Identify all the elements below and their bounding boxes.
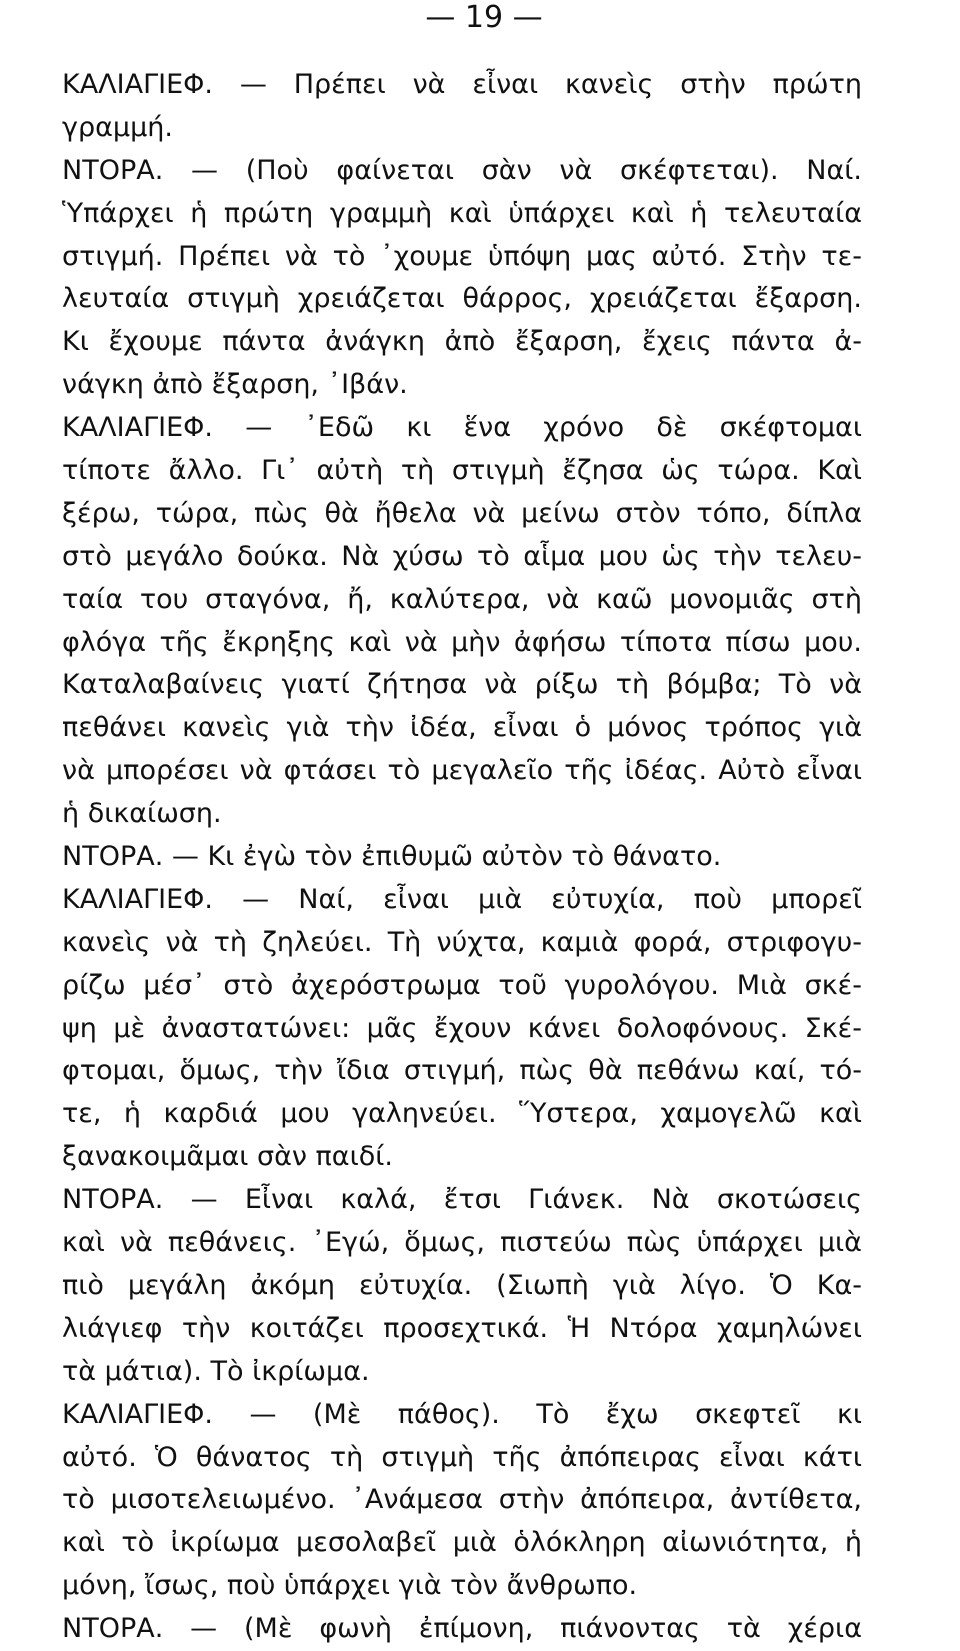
text-line: αὐτό. Ὁ θάνατος τὴ στιγμὴ τῆς ἀπόπειρας εἶναι κάτι bbox=[62, 1441, 862, 1473]
text-line: γραμμή. bbox=[62, 111, 173, 143]
text-line: ΝΤΟΡΑ. — Κι ἐγὼ τὸν ἐπιθυμῶ αὐτὸν τὸ θάνατο. bbox=[62, 841, 722, 873]
text-line: καὶ νὰ πεθάνεις. ᾽Εγώ, ὅμως, πιστεύω πὼς ὑπάρχει μιὰ bbox=[62, 1227, 862, 1259]
text-line: ΝΤΟΡΑ. — (Μὲ φωνὴ ἐπίμονη, πιάνοντας τὰ χέρια bbox=[62, 1613, 862, 1645]
text-line: ταία του σταγόνα, ἤ, καλύτερα, νὰ καῶ μονομιᾶς στὴ bbox=[62, 583, 862, 615]
text-line: ψη μὲ ἀναστατώνει: μᾶς ἔχουν κάνει δολοφόνους. Σκέ- bbox=[62, 1012, 862, 1044]
text-line: ΚΑΛΙΑΓΙΕΦ. — ᾽Εδῶ κι ἕνα χρόνο δὲ σκέφτομαι bbox=[62, 412, 862, 444]
text-line: νάγκη ἀπὸ ἔξαρση, ᾽Ιβάν. bbox=[62, 369, 408, 401]
text-line: ρίζω μέσ᾽ στὸ ἀχερόστρωμα τοῦ γυρολόγου. Μιὰ σκέ- bbox=[62, 969, 862, 1001]
text-line: φτομαι, ὅμως, τὴν ἴδια στιγμή, πὼς θὰ πεθάνω καί, τό- bbox=[62, 1055, 862, 1087]
text-line: στιγμή. Πρέπει νὰ τὸ ᾽χουμε ὑπόψη μας αὐτό. Στὴν τε- bbox=[62, 240, 862, 272]
text-line: τίποτε ἄλλο. Γι᾽ αὐτὴ τὴ στιγμὴ ἔζησα ὡς τώρα. Καὶ bbox=[62, 455, 862, 487]
text-line: πεθάνει κανεὶς γιὰ τὴν ἰδέα, εἶναι ὁ μόνος τρόπος γιὰ bbox=[62, 712, 862, 744]
text-line: φλόγα τῆς ἔκρηξης καὶ νὰ μὴν ἀφήσω τίποτα πίσω μου. bbox=[62, 626, 862, 658]
text-line: ξανακοιμᾶμαι σὰν παιδί. bbox=[62, 1141, 393, 1173]
page-text bbox=[62, 64, 862, 1651]
text-line: ΚΑΛΙΑΓΙΕΦ. — Πρέπει νὰ εἶναι κανεὶς στὴν πρώτη bbox=[62, 69, 862, 100]
text-line: ΝΤΟΡΑ. — (Ποὺ φαίνεται σὰν νὰ σκέφτεται). Ναί. bbox=[62, 154, 862, 186]
text-line: τε, ἡ καρδιά μου γαληνεύει. Ὕστερα, χαμογελῶ καὶ bbox=[62, 1098, 862, 1130]
text-line: λιάγιεφ τὴν κοιτάζει προσεχτικά. Ἡ Ντόρα χαμηλώνει bbox=[62, 1312, 862, 1344]
text-line: λευταία στιγμὴ χρειάζεται θάρρος, χρειάζεται ἔξαρση. bbox=[62, 283, 862, 315]
text-line: κανεὶς νὰ τὴ ζηλεύει. Τὴ νύχτα, καμιὰ φορά, στριφογυ- bbox=[62, 926, 862, 958]
text-line: ἡ δικαίωση. bbox=[62, 798, 222, 830]
text-line: μόνη, ἴσως, ποὺ ὑπάρχει γιὰ τὸν ἄνθρωπο. bbox=[62, 1570, 638, 1602]
text-line: ξέρω, τώρα, πὼς θὰ ἤθελα νὰ μείνω στὸν τόπο, δίπλα bbox=[62, 497, 862, 529]
page-number: — 19 — bbox=[425, 0, 543, 35]
text-line: τὸ μισοτελειωμένο. ᾽Ανάμεσα στὴν ἀπόπειρα, ἀντίθετα, bbox=[62, 1484, 862, 1516]
text-line: ΚΑΛΙΑΓΙΕΦ. — (Μὲ πάθος). Τὸ ἔχω σκεφτεῖ κι bbox=[62, 1398, 862, 1430]
text-line: Καταλαβαίνεις γιατί ζήτησα νὰ ρίξω τὴ βόμβα; Τὸ νὰ bbox=[62, 669, 862, 701]
text-line: τὰ μάτια). Τὸ ἰκρίωμα. bbox=[62, 1355, 370, 1387]
text-line: νὰ μπορέσει νὰ φτάσει τὸ μεγαλεῖο τῆς ἰδέας. Αὐτὸ εἶναι bbox=[62, 755, 862, 787]
text-line: Κι ἔχουμε πάντα ἀνάγκη ἀπὸ ἔξαρση, ἔχεις πάντα ἀ- bbox=[62, 326, 862, 358]
text-line: καὶ τὸ ἰκρίωμα μεσολαβεῖ μιὰ ὁλόκληρη αἰωνιότητα, ἡ bbox=[62, 1527, 862, 1559]
text-line: ΝΤΟΡΑ. — Εἶναι καλά, ἔτσι Γιάνεκ. Νὰ σκοτώσεις bbox=[62, 1184, 862, 1216]
text-line: στὸ μεγάλο δούκα. Νὰ χύσω τὸ αἷμα μου ὡς τὴν τελευ- bbox=[62, 540, 862, 572]
text-line: πιὸ μεγάλη ἀκόμη εὐτυχία. (Σιωπὴ γιὰ λίγο. Ὁ Κα- bbox=[62, 1269, 862, 1301]
text-line: ΚΑΛΙΑΓΙΕΦ. — Ναί, εἶναι μιὰ εὐτυχία, ποὺ μπορεῖ bbox=[62, 883, 862, 915]
text-line: Ὑπάρχει ἡ πρώτη γραμμὴ καὶ ὑπάρχει καὶ ἡ τελευταία bbox=[62, 197, 862, 229]
